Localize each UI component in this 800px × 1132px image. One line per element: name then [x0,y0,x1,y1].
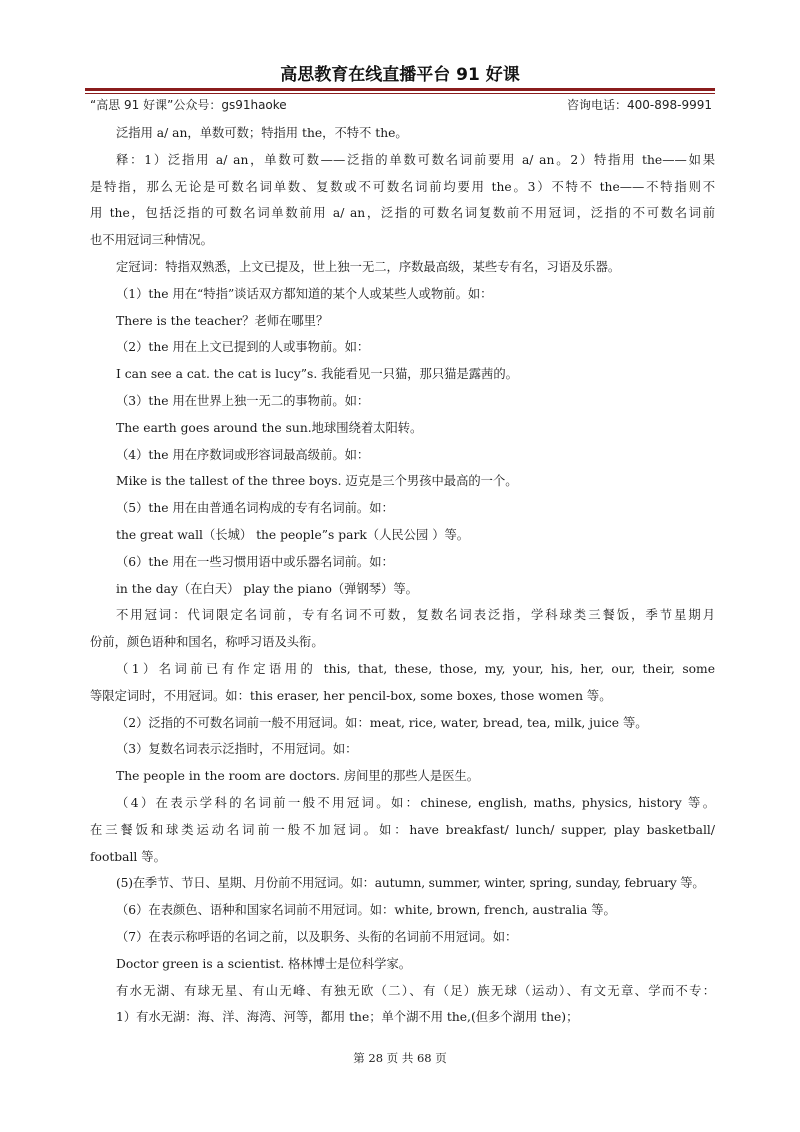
text-line: 有水无湖、有球无星、有山无峰、有独无欧（二）、有（足）族无球（运动）、有文无章、学而不专： [116,983,715,998]
text-line: football 等。 [90,849,166,864]
text-line: The people in the room are doctors. 房间里的那些人是医生。 [116,769,480,784]
text-line: （2）泛指的不可数名词前一般不用冠词。如：meat, rice, water, bread, tea, milk, juice 等。 [116,715,648,730]
text-line: 用 the，包括泛指的可数名词单数前用 a/ an，泛指的可数名词复数前不用冠词，泛指的不可数名词前 [90,206,715,221]
text-line: 在三餐饭和球类运动名词前一般不加冠词。如：have breakfast/ lunch/ supper, play basketball/ [90,822,715,837]
header-rule-thick [85,88,715,91]
text-line: 释：1）泛指用 a/ an，单数可数——泛指的单数可数名词前要用 a/ an。2）特指用 the——如果 [116,152,715,167]
text-line: There is the teacher？老师在哪里？ [116,313,329,328]
text-line: 是特指，那么无论是可数名词单数、复数或不可数名词前均要用 the。3）不特不 the——不特指则不 [90,179,715,194]
header-phone: 咨询电话：400-898-9991 [566,98,712,112]
text-line: 泛指用 a/ an，单数可数；特指用 the，不特不 the。 [116,126,408,140]
text-line: （1）the 用在“特指”谈话双方都知道的某个人或某些人或物前。如： [116,286,493,301]
text-line: （6）在表颜色、语种和国家名词前不用冠词。如：white, brown, french, australia 等。 [116,903,616,918]
text-line: 也不用冠词三种情况。 [90,233,213,248]
text-line: （2）the 用在上文已提到的人或事物前。如： [116,340,370,355]
text-line: The earth goes around the sun.地球围绕着太阳转。 [116,420,423,435]
document-body [90,120,715,1031]
text-line: （3）复数名词表示泛指时，不用冠词。如： [116,742,358,757]
text-line: （6）the 用在一些习惯用语中或乐器名词前。如： [116,554,394,569]
text-line: 等限定词时，不用冠词。如：this eraser, her pencil-box, some boxes, those women 等。 [90,688,612,703]
header-title: 高思教育在线直播平台 91 好课 [280,65,520,85]
text-line: Doctor green is a scientist. 格林博士是位科学家。 [116,956,412,971]
text-line: I can see a cat. the cat is lucy”s. 我能看见一只猫，那只猫是露茜的。 [116,367,518,382]
text-line: 1）有水无湖：海、洋、海湾、河等，都用 the；单个湖不用 the,(但多个湖用 the)； [116,1010,579,1025]
header-rule-thin [85,93,715,94]
text-line: Mike is the tallest of the three boys. 迈克是三个男孩中最高的一个。 [116,474,518,489]
text-line: 定冠词：特指双熟悉，上文已提及，世上独一无二，序数最高级，某些专有名，习语及乐器。 [116,259,621,274]
text-line: (5)在季节、节日、星期、月份前不用冠词。如：autumn, summer, winter, spring, sunday, february 等。 [116,876,705,891]
text-line: （7）在表示称呼语的名词之前，以及职务、头衔的名词前不用冠词。如： [116,929,518,944]
text-line: （1）名词前已有作定语用的 this, that, these, those, my, your, his, her, our, their, some [116,661,715,676]
text-line: 不用冠词：代词限定名词前，专有名词不可数，复数名词表泛指，学科球类三餐饭，季节星期月 [116,608,715,623]
header-wechat-account: “高思 91 好课”公众号：gs91haoke [90,98,287,112]
text-line: in the day（在白天） play the piano（弹钢琴）等。 [116,581,418,596]
text-line: （5）the 用在由普通名词构成的专有名词前。如： [116,501,394,516]
text-line: 份前，颜色语种和国名，称呼习语及头衔。 [90,635,324,650]
text-line: the great wall（长城） the people”s park（人民公园 ）等。 [116,527,470,542]
page-number: 第 28 页 共 68 页 [353,1051,447,1065]
text-line: （4）在表示学科的名词前一般不用冠词。如：chinese, english, maths, physics, history 等。 [116,795,715,810]
text-line: （4）the 用在序数词或形容词最高级前。如： [116,447,370,462]
text-line: （3）the 用在世界上独一无二的事物前。如： [116,393,370,408]
